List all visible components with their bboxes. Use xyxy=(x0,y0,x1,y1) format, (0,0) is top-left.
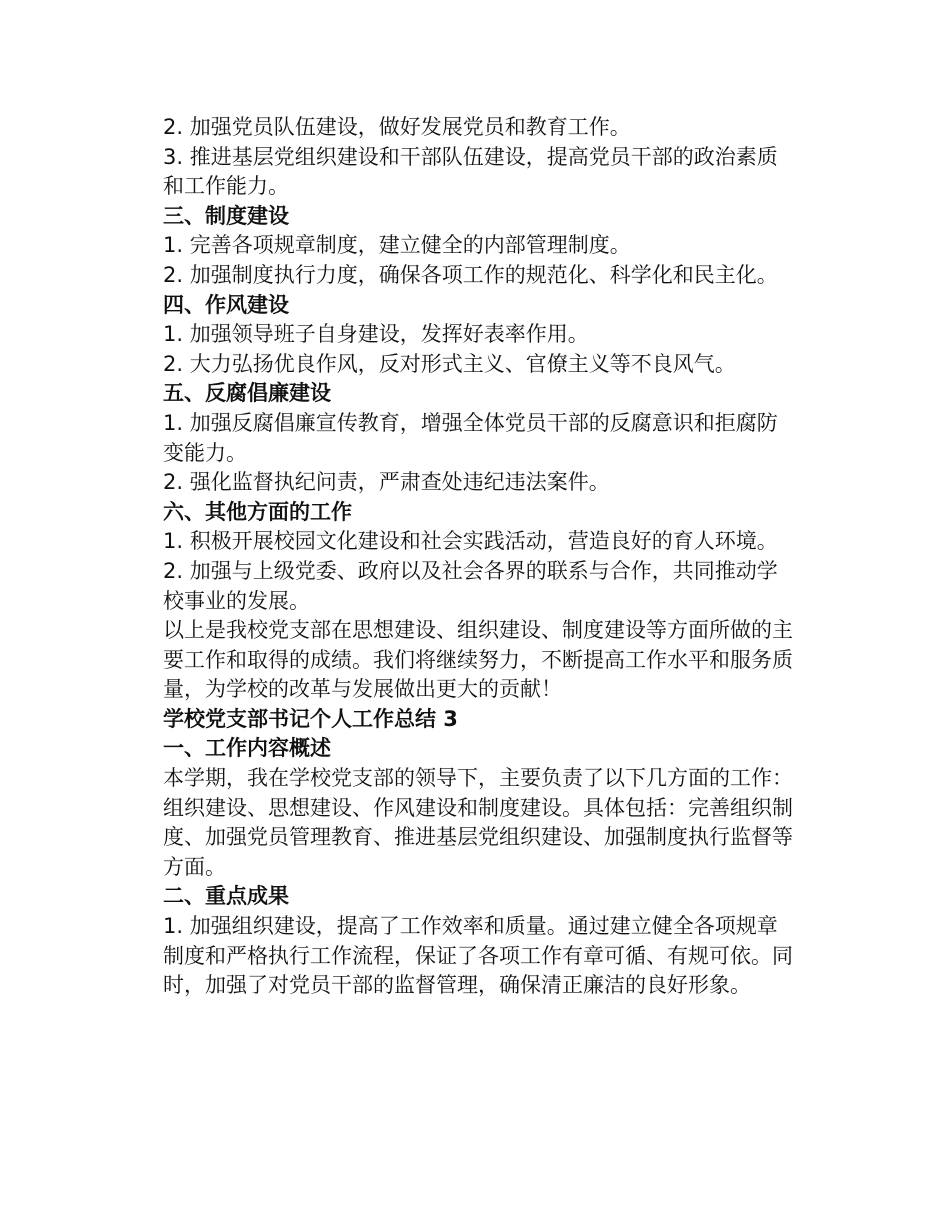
body-paragraph: 1. 加强反腐倡廉宣传教育，增强全体党员干部的反腐意识和拒腐防变能力。 xyxy=(163,410,778,465)
section-heading: 五、反腐倡廉建设 xyxy=(163,381,331,406)
body-paragraph: 2. 加强党员队伍建设，做好发展党员和教育工作。 xyxy=(163,115,631,139)
section-heading: 四、作风建设 xyxy=(163,292,289,317)
section-heading: 三、制度建设 xyxy=(163,203,289,228)
body-paragraph: 1. 加强领导班子自身建设，发挥好表率作用。 xyxy=(163,322,589,347)
body-paragraph: 以上是我校党支部在思想建设、组织建设、制度建设等方面所做的主要工作和取得的成绩。我们将继续努力，不断提高工作水平和服务质量，为学校的改革与发展做出更大的贡献！ xyxy=(163,618,793,702)
body-paragraph: 2. 加强与上级党委、政府以及社会各界的联系与合作，共同推动学校事业的发展。 xyxy=(163,558,778,613)
body-paragraph: 1. 完善各项规章制度，建立健全的内部管理制度。 xyxy=(163,233,631,258)
body-paragraph: 2. 大力弘扬优良作风，反对形式主义、官僚主义等不良风气。 xyxy=(163,351,736,376)
body-paragraph: 3. 推进基层党组织建设和干部队伍建设，提高党员干部的政治素质和工作能力。 xyxy=(163,144,778,199)
body-paragraph: 本学期，我在学校党支部的领导下，主要负责了以下几方面的工作：组织建设、思想建设、作风建设和制度建设。具体包括：完善组织制度、加强党员管理教育、推进基层党组织建设、加强制度执行监督等方面。 xyxy=(163,766,793,879)
body-paragraph: 2. 强化监督执纪问责，严肃查处违纪违法案件。 xyxy=(163,470,610,495)
body-paragraph: 1. 积极开展校园文化建设和社会实践活动，营造良好的育人环境。 xyxy=(163,529,778,554)
body-paragraph: 1. 加强组织建设，提高了工作效率和质量。通过建立健全各项规章制度和严格执行工作流程，保证了各项工作有章可循、有规可依。同时，加强了对党员干部的监督管理，确保清正廉洁的良好形象。 xyxy=(163,914,793,998)
document-title: 学校党支部书记个人工作总结 3 xyxy=(163,706,458,731)
section-heading: 一、工作内容概述 xyxy=(163,736,331,761)
section-heading: 二、重点成果 xyxy=(163,884,289,909)
body-paragraph: 2. 加强制度执行力度，确保各项工作的规范化、科学化和民主化。 xyxy=(163,262,778,287)
document-body xyxy=(163,113,793,1001)
section-heading: 六、其他方面的工作 xyxy=(163,499,352,524)
